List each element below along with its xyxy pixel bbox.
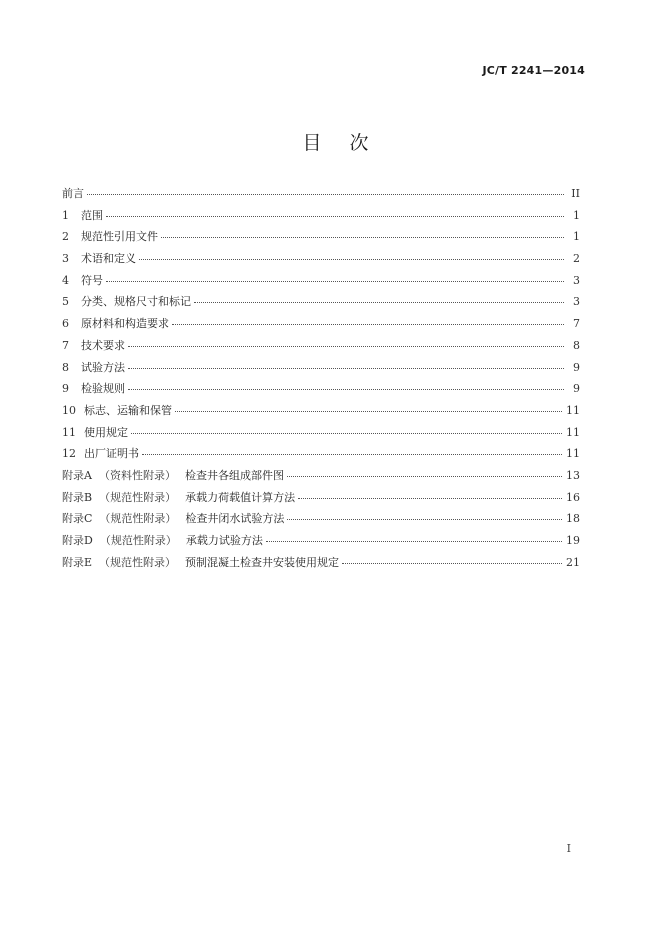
toc-entry-page: 1 [573, 208, 580, 222]
toc-entry-page: II [571, 187, 580, 200]
toc-entry-number: 3 [62, 252, 69, 266]
toc-entry-page: 9 [573, 360, 580, 374]
toc-entry-page: 11 [566, 403, 580, 417]
dot-leader [139, 259, 564, 260]
toc-entry-number: 5 [62, 295, 69, 309]
toc-entry-title: 技术要求 [81, 338, 125, 352]
dot-leader [87, 194, 564, 195]
toc-entry-5[interactable] [62, 291, 580, 313]
appendix-label: 附录A [62, 468, 92, 482]
dot-leader [161, 237, 564, 238]
toc-entry-number: 2 [62, 230, 69, 244]
appendix-type: （规范性附录） [99, 555, 177, 569]
dot-leader [298, 498, 562, 499]
dot-leader [128, 389, 564, 390]
toc-entry-page: 1 [573, 230, 580, 244]
toc-appendix-e[interactable] [62, 552, 580, 574]
toc-entry-title: 出厂证明书 [84, 447, 139, 461]
dot-leader [175, 411, 562, 412]
toc-entry-title: 使用规定 [84, 425, 128, 439]
toc-entry-number: 8 [62, 360, 69, 374]
dot-leader [142, 454, 562, 455]
toc-appendix-d[interactable] [62, 530, 580, 552]
toc-entry-foreword[interactable] [62, 183, 580, 205]
toc-entry-page: 2 [573, 252, 580, 266]
page-title: 目次 [302, 132, 397, 154]
dot-leader [287, 476, 562, 477]
toc-entry-10[interactable] [62, 400, 580, 422]
toc-entry-page: 3 [573, 273, 580, 287]
appendix-label: 附录C [62, 512, 93, 526]
appendix-page: 21 [566, 555, 580, 569]
toc-entry-title: 前言 [62, 187, 84, 200]
toc-entry-page: 11 [566, 425, 580, 439]
toc-entry-title: 检验规则 [81, 382, 125, 396]
appendix-title: 承载力试验方法 [185, 534, 263, 547]
dot-leader [287, 519, 562, 520]
toc-entry-title: 分类、规格尺寸和标记 [81, 295, 191, 309]
toc-entry-1[interactable] [62, 205, 580, 227]
toc-entry-page: 11 [566, 447, 580, 461]
appendix-label: 附录D [62, 534, 93, 547]
toc-entry-title: 标志、运输和保管 [84, 403, 172, 417]
toc-entry-page: 8 [573, 338, 580, 352]
standard-code: JC/T 2241—2014 [482, 64, 585, 77]
toc-entry-2[interactable] [62, 226, 580, 248]
toc-entry-number: 4 [62, 273, 69, 287]
toc-entry-number: 7 [62, 338, 69, 352]
toc-entry-3[interactable] [62, 248, 580, 270]
toc-entry-page: 3 [573, 295, 580, 309]
toc-entry-title: 术语和定义 [81, 252, 136, 266]
appendix-title: 检查井各组成部件图 [184, 468, 284, 482]
dot-leader [266, 541, 562, 542]
page-number: I [566, 842, 571, 855]
appendix-page: 19 [566, 534, 580, 547]
dot-leader [106, 216, 564, 217]
table-of-contents [62, 183, 580, 573]
toc-entry-title: 范围 [81, 208, 103, 222]
appendix-title: 检查井闭水试验方法 [185, 512, 285, 526]
toc-entry-number: 6 [62, 317, 69, 331]
toc-appendix-c[interactable] [62, 508, 580, 530]
dot-leader [194, 302, 564, 303]
toc-entry-number: 11 [62, 425, 76, 439]
toc-entry-8[interactable] [62, 357, 580, 379]
appendix-type: （资料性附录） [98, 468, 176, 482]
toc-entry-page: 7 [573, 317, 580, 331]
dot-leader [131, 433, 562, 434]
dot-leader [342, 563, 562, 564]
appendix-type: （规范性附录） [99, 512, 177, 526]
toc-entry-6[interactable] [62, 313, 580, 335]
toc-entry-11[interactable] [62, 422, 580, 444]
toc-entry-number: 9 [62, 382, 69, 396]
appendix-title: 预制混凝土检查井安装使用规定 [185, 555, 340, 569]
toc-appendix-b[interactable] [62, 487, 580, 509]
dot-leader [128, 368, 564, 369]
toc-entry-number: 12 [62, 447, 76, 461]
toc-entry-number: 1 [62, 208, 69, 222]
appendix-label: 附录E [62, 555, 93, 569]
appendix-page: 18 [566, 512, 580, 526]
appendix-title: 承载力荷载值计算方法 [185, 490, 296, 504]
toc-entry-4[interactable] [62, 270, 580, 292]
toc-entry-title: 原材料和构造要求 [81, 317, 169, 331]
dot-leader [106, 281, 564, 282]
appendix-type: （规范性附录） [99, 534, 177, 547]
toc-entry-title: 规范性引用文件 [81, 230, 158, 244]
appendix-page: 13 [566, 468, 580, 482]
appendix-page: 16 [566, 490, 580, 504]
dot-leader [128, 346, 564, 347]
toc-appendix-a[interactable] [62, 465, 580, 487]
toc-entry-9[interactable] [62, 378, 580, 400]
toc-entry-number: 10 [62, 403, 76, 417]
toc-entry-12[interactable] [62, 443, 580, 465]
dot-leader [172, 324, 564, 325]
appendix-type: （规范性附录） [99, 490, 177, 504]
toc-entry-title: 试验方法 [81, 360, 125, 374]
toc-entry-title: 符号 [81, 273, 103, 287]
toc-entry-7[interactable] [62, 335, 580, 357]
appendix-label: 附录B [62, 490, 93, 504]
toc-entry-page: 9 [573, 382, 580, 396]
